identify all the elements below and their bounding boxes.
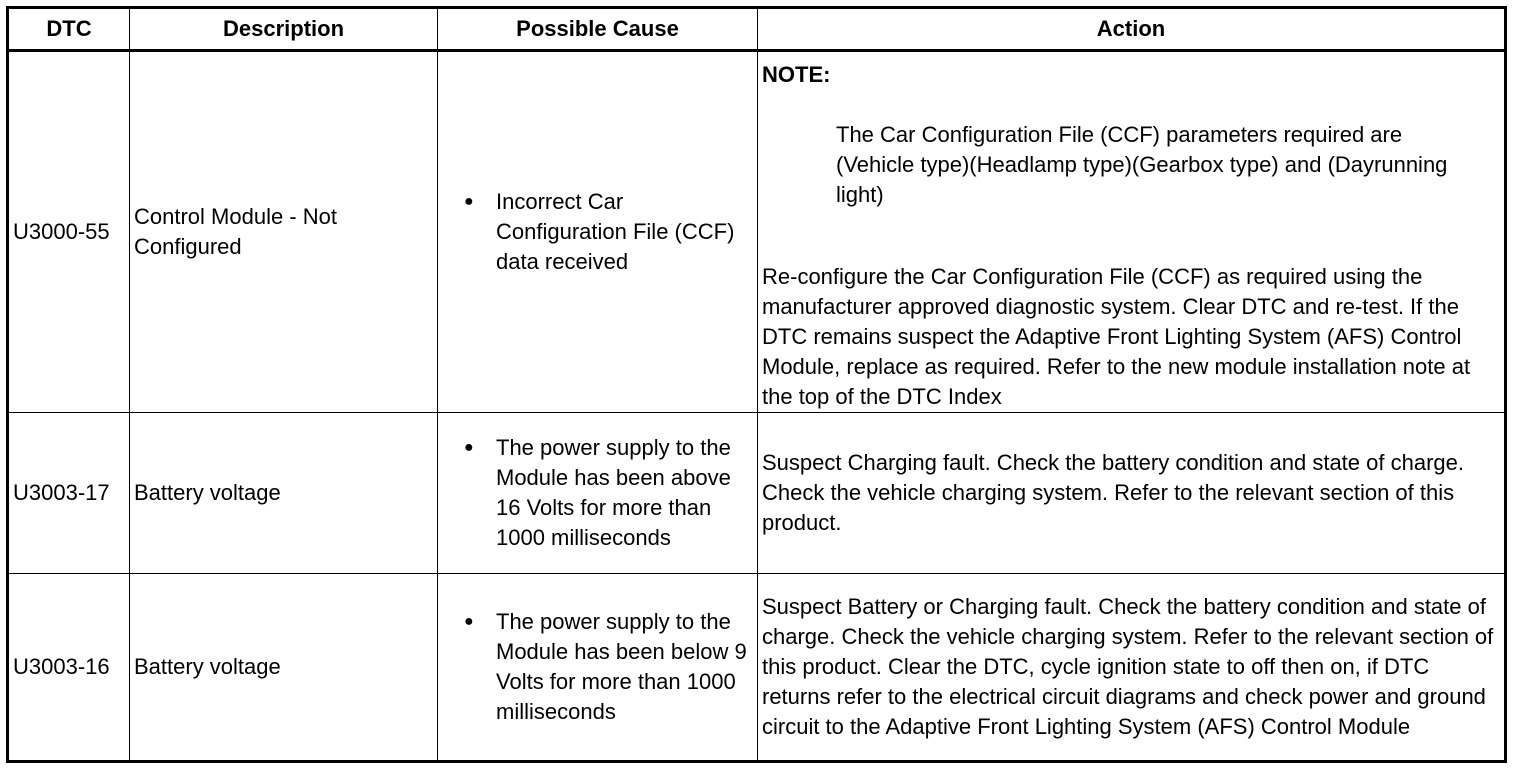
header-dtc: DTC: [8, 8, 130, 51]
cause-bullet-item: [442, 187, 753, 277]
cause-text: The power supply to the Module has been above 16 Volts for more than 1000 milliseconds: [496, 435, 731, 550]
action-text: Suspect Battery or Charging fault. Check the battery condition and state of charge. Check the vehicle charging system. Refer to the relevant section of this product. Clear the DTC, cycle ignition state to off then on, if DTC returns refer to the electrical circuit diagrams and check power and ground circuit to the Adaptive Front Lighting System (AFS) Control Module: [762, 594, 1494, 739]
table-row: [8, 574, 1506, 762]
action-cell: [758, 51, 1506, 413]
cause-bullet-item: [442, 433, 753, 553]
bullet-icon: ●: [464, 613, 474, 630]
action-text: Suspect Charging fault. Check the battery condition and state of charge. Check the vehicle charging system. Refer to the relevant section of this product.: [762, 450, 1464, 535]
table-row: [8, 51, 1506, 413]
table-row: [8, 413, 1506, 574]
table-header-row: [8, 8, 1506, 51]
possible-cause-cell: [438, 413, 758, 574]
dtc-table: [6, 6, 1507, 763]
dtc-description: Control Module - Not Configured: [130, 51, 438, 413]
action-cell: [758, 574, 1506, 762]
cause-text: The power supply to the Module has been below 9 Volts for more than 1000 milliseconds: [496, 609, 747, 724]
dtc-code: U3000-55: [8, 51, 130, 413]
dtc-description: Battery voltage: [130, 574, 438, 762]
header-action: Action: [758, 8, 1506, 51]
dtc-code: U3003-16: [8, 574, 130, 762]
cause-text: Incorrect Car Configuration File (CCF) data received: [496, 189, 735, 274]
cause-bullet-item: [442, 607, 753, 727]
action-cell: [758, 413, 1506, 574]
bullet-icon: ●: [464, 439, 474, 456]
dtc-code: U3003-17: [8, 413, 130, 574]
possible-cause-cell: [438, 574, 758, 762]
header-possible-cause: Possible Cause: [438, 8, 758, 51]
possible-cause-cell: [438, 51, 758, 413]
note-label: NOTE:: [762, 62, 831, 87]
note-text: The Car Configuration File (CCF) parameters required are (Vehicle type)(Headlamp type)(Gearbox type) and (Dayrunning light): [836, 122, 1448, 207]
dtc-table-container: [6, 6, 1507, 763]
action-text: Re-configure the Car Configuration File (CCF) as required using the manufacturer approved diagnostic system. Clear DTC and re-test. If the DTC remains suspect the Adaptive Front Lighting System (AFS) Control Module, replace as required. Refer to the new module installation note at the top of the DTC Index: [762, 264, 1471, 409]
bullet-icon: ●: [464, 193, 474, 210]
dtc-description: Battery voltage: [130, 413, 438, 574]
header-description: Description: [130, 8, 438, 51]
